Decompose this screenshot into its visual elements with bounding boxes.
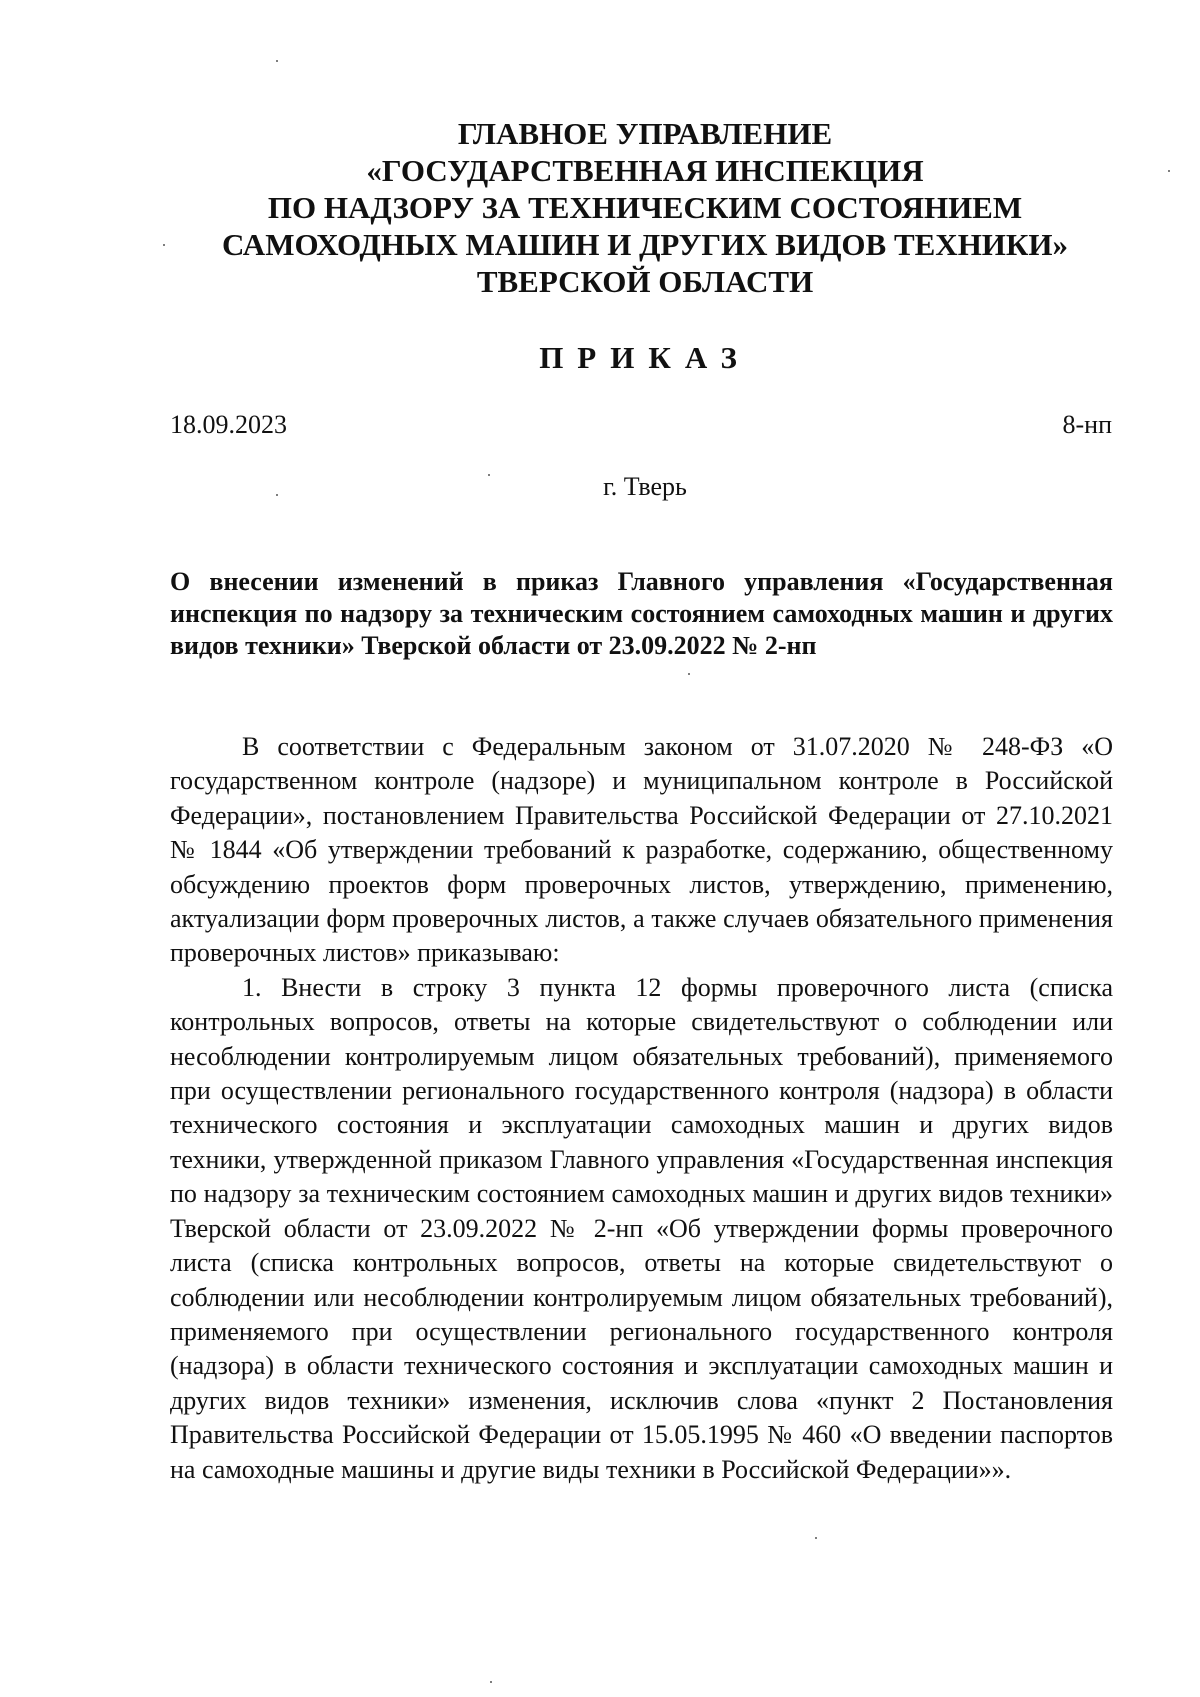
scan-speck (688, 673, 690, 675)
header-line: ТВЕРСКОЙ ОБЛАСТИ (476, 264, 814, 299)
header-line: «ГОСУДАРСТВЕННАЯ ИНСПЕКЦИЯ (366, 153, 924, 188)
header-line: САМОХОДНЫХ МАШИН И ДРУГИХ ВИДОВ ТЕХНИКИ» (221, 227, 1069, 262)
document-type-title: ПРИКАЗ (539, 340, 751, 375)
body-paragraph: В соответствии с Федеральным законом от 31.07.2020 № 248-ФЗ «О государственном контроле (надзоре) и муниципальном контроле в Российской Федерации», постановлением Правительства Российской Федерации от 27.10.2021 № 1844 «Об утверждении требований к разработке, содержанию, общественному обсуждению проектов форм проверочных листов, утверждению, применению, актуализации форм проверочных листов, а также случаев обязательного применения проверочных листов» приказываю: (170, 732, 1113, 968)
scan-speck (163, 244, 165, 246)
scan-speck (276, 494, 278, 496)
city-line: г. Тверь (603, 472, 687, 501)
scan-speck (490, 1681, 492, 1683)
scan-speck (815, 1537, 817, 1539)
header-line: ГЛАВНОЕ УПРАВЛЕНИЕ (457, 116, 833, 151)
order-body (170, 730, 1113, 1487)
order-subject: О внесении изменений в приказ Главного управления «Государственная инспекция по надзору за техническим состоянием самоходных машин и других видов техники» Тверской области от 23.09.2022 № 2-нп (170, 567, 1113, 660)
body-paragraph: 1. Внести в строку 3 пункта 12 формы проверочного листа (списка контрольных вопросов, ответы на которые свидетельствуют о соблюдении или несоблюдении контролируемым лицом обязательных требований), применяемого при осуществлении регионального государственного контроля (надзора) в области технического состояния и эксплуатации самоходных машин и других видов техники, утвержденной приказом Главного управления «Государственная инспекция по надзору за техническим состоянием самоходных машин и других видов техники» Тверской области от 23.09.2022 № 2-нп «Об утверждении формы проверочного листа (списка контрольных вопросов, ответы на которые свидетельствуют о соблюдении или несоблюдении контролируемым лицом обязательных требований), применяемого при осуществлении регионального государственного контроля (надзора) в области технического состояния и эксплуатации самоходных машин и других видов техники» изменения, исключив слова «пункт 2 Постановления Правительства Российской Федерации от 15.05.1995 № 460 «О введении паспортов на самоходные машины и другие виды техники в Российской Федерации»». (170, 972, 1113, 1484)
order-date: 18.09.2023 (170, 410, 287, 439)
scan-speck (488, 474, 490, 476)
scan-speck (1168, 170, 1170, 172)
order-number: 8-нп (1062, 410, 1112, 439)
scan-speck (276, 60, 278, 62)
organization-header (0, 115, 1200, 300)
header-line: ПО НАДЗОРУ ЗА ТЕХНИЧЕСКИМ СОСТОЯНИЕМ (267, 190, 1023, 225)
